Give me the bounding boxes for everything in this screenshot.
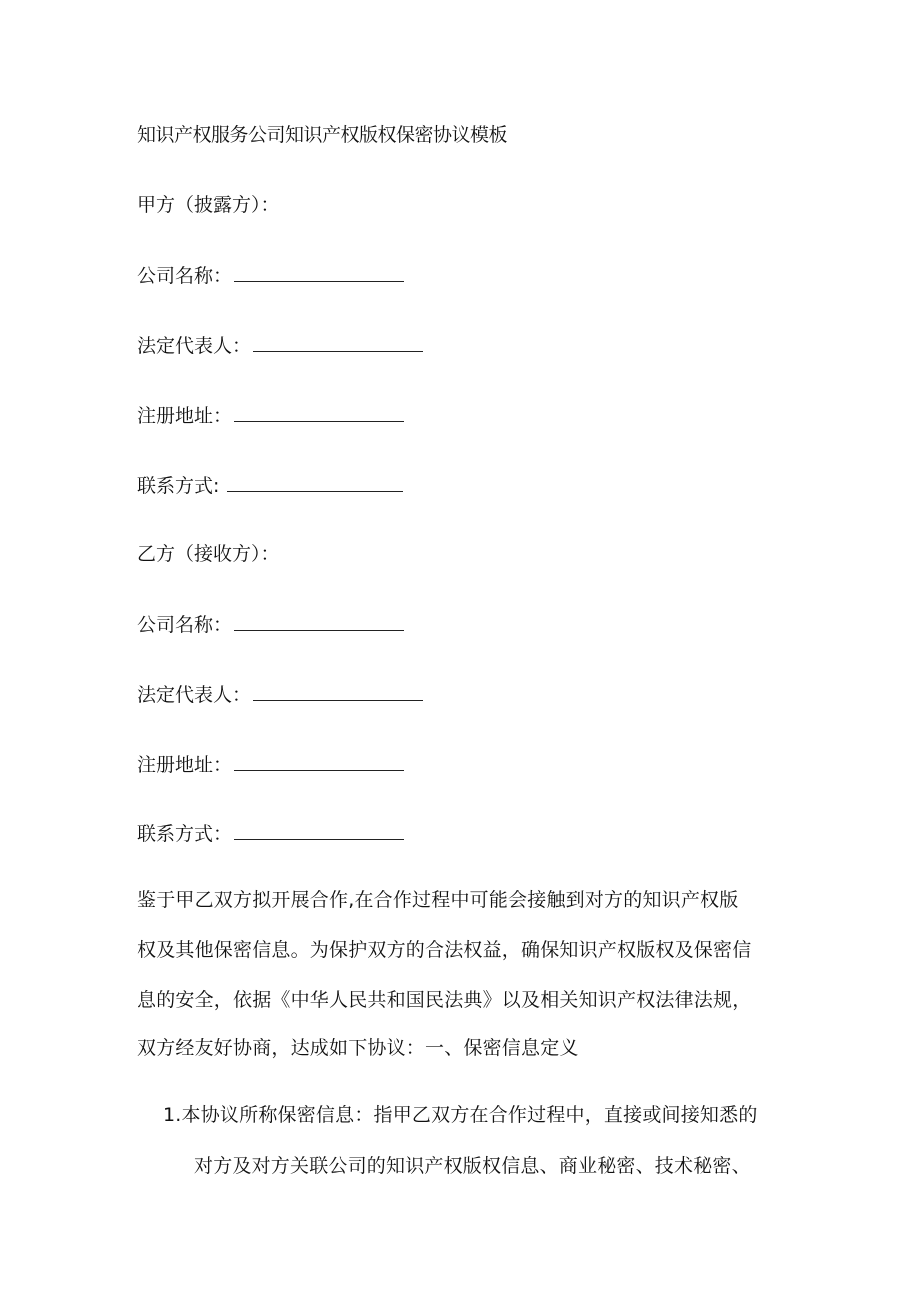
fill-in-blank bbox=[227, 473, 403, 492]
fill-in-blank bbox=[234, 752, 404, 771]
preamble-line: 双方经友好协商，达成如下协议：一、保密信息定义 bbox=[137, 1037, 579, 1059]
party-b-contact-field bbox=[137, 821, 404, 846]
party-b-heading: 乙方（接收方）： bbox=[137, 543, 280, 565]
field-label: 法定代表人： bbox=[137, 335, 252, 357]
fill-in-blank bbox=[234, 821, 404, 840]
field-label: 公司名称： bbox=[137, 614, 233, 636]
fill-in-blank bbox=[234, 403, 404, 422]
field-label: 法定代表人： bbox=[137, 684, 252, 706]
party-b-company-name-field bbox=[137, 612, 404, 637]
clause-line: 1.本协议所称保密信息：指甲乙双方在合作过程中，直接或间接知悉的 bbox=[163, 1104, 758, 1126]
document-title: 知识产权服务公司知识产权版权保密协议模板 bbox=[137, 124, 508, 146]
clause-line: 对方及对方关联公司的知识产权版权信息、商业秘密、技术秘密、 bbox=[194, 1155, 751, 1177]
fill-in-blank bbox=[234, 612, 404, 631]
fill-in-blank bbox=[253, 333, 423, 352]
party-a-contact-field bbox=[137, 473, 403, 498]
fill-in-blank bbox=[253, 682, 423, 701]
party-b-address-field bbox=[137, 752, 404, 777]
field-label: 注册地址： bbox=[137, 405, 233, 427]
party-b-legal-rep-field bbox=[137, 682, 423, 707]
fill-in-blank bbox=[234, 263, 404, 282]
field-label: 联系方式： bbox=[137, 823, 233, 845]
preamble-line: 鉴于甲乙双方拟开展合作,在合作过程中可能会接触到对方的知识产权版 bbox=[137, 889, 739, 911]
field-label: 公司名称： bbox=[137, 265, 233, 287]
party-a-heading: 甲方（披露方）： bbox=[137, 194, 280, 216]
party-a-legal-rep-field bbox=[137, 333, 423, 358]
preamble-line: 权及其他保密信息。为保护双方的合法权益，确保知识产权版权及保密信 bbox=[137, 939, 752, 961]
preamble-line: 息的安全，依据《中华人民共和国民法典》以及相关知识产权法律法规， bbox=[137, 989, 752, 1011]
field-label: 注册地址： bbox=[137, 754, 233, 776]
party-a-address-field bbox=[137, 403, 404, 428]
party-a-company-name-field bbox=[137, 263, 404, 288]
field-label: 联系方式: bbox=[137, 475, 220, 497]
